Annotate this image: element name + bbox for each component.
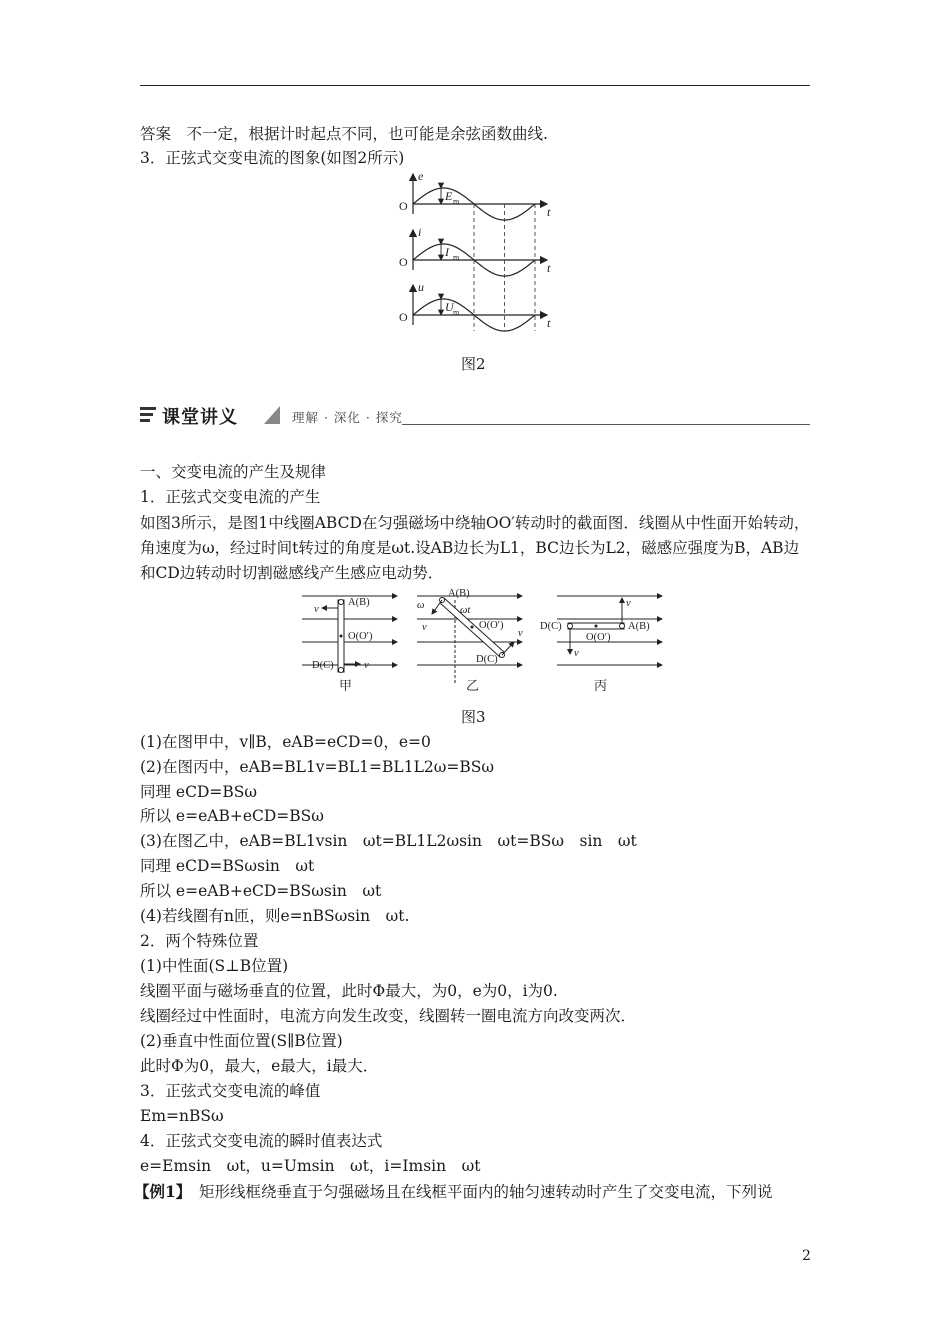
intro-paragraph: 如图3所示，是图1中线圈ABCD在匀强磁场中绕轴OO′转动时的截面图．线圈从中性面开始转动，角速度为ω，经过时间t转过的角度是ωt.设AB边长为L1，BC边长为L2，磁感应强度为B，AB边和CD边转动时切割磁感线产生感应电动势． [140,514,810,582]
figure-2-caption: 图2 [461,355,486,373]
fig3-yi-omega: ω [417,600,425,611]
formula-line-5: (3)在图乙中，eAB=BL1vsin ωt=BL1L2ωsin ωt=BSω sin ωt [140,832,637,850]
fig2-origin-label: O [399,255,408,269]
fig2-peak-sub: m [453,253,460,262]
fig3-yi-v-right: v [518,628,523,639]
section-banner [140,402,810,430]
example-tag: 【例1】 [134,1182,184,1201]
fig3-jia-v-top: v [314,604,319,615]
fig3-yi-dc-label: D(C) [476,654,498,665]
fig2-var-label: i [418,225,422,239]
fig3-yi-ab-label: A(B) [448,588,470,599]
figure-2-graphs [395,168,560,348]
position-1-line-1: 线圈平面与磁场垂直的位置，此时Φ最大，为0，e为0，i为0. [140,982,558,1000]
formula-line-4: 所以 e=eAB+eCD=BSω [140,807,324,825]
position-2-title: (2)垂直中性面位置(S∥B位置) [140,1032,343,1050]
fig3-yi-caption: 乙 [466,678,480,693]
position-1-line-2: 线圈经过中性面时，电流方向发生改变，线圈转一圈电流方向改变两次． [140,1007,637,1025]
fig3-bing-caption: 丙 [594,678,608,693]
fig3-yi-oo-label: O(O′) [479,620,504,631]
formula-line-1: (1)在图甲中，v∥B，eAB=eCD=0，e=0 [140,733,431,751]
peak-formula: Em=nBSω [140,1107,224,1125]
fig3-yi-v-left: v [422,622,427,633]
banner-title: 课堂讲义 [162,407,238,428]
instant-formula: e=Emsin ωt，u=Umsin ωt，i=Imsin ωt [140,1157,481,1175]
fig2-peak-label: I [445,245,449,259]
formula-line-2: (2)在图丙中，eAB=BL1v=BL1=BL1L2ω=BSω [140,758,494,776]
fig3-jia-caption: 甲 [339,678,353,693]
fig2-peak-label: U [445,300,454,314]
banner-triangle-icon [262,404,282,426]
subsection-1-title: 1．正弦式交变电流的产生 [140,488,321,506]
answer-line: 答案 不一定，根据计时起点不同，也可能是余弦函数曲线. [140,125,548,143]
banner-stripes-icon [140,404,162,426]
example-1-line [134,1182,773,1202]
fig2-origin-label: O [399,310,408,324]
example-text: 矩形线框绕垂直于匀强磁场且在线框平面内的轴匀速转动时产生了交变电流，下列说 [183,1183,773,1201]
fig2-peak-sub: m [453,308,460,317]
page-number: 2 [802,1248,811,1264]
subsection-2-title: 2．两个特殊位置 [140,932,259,950]
fig2-t-label: t [547,205,551,219]
fig2-peak-sub: m [453,197,460,206]
fig3-bing-v-top: v [626,598,631,609]
fig2-origin-label: O [399,199,408,213]
fig3-bing-dc-label: D(C) [540,621,562,632]
fig2-t-label: t [547,261,551,275]
fig3-bing-oo-label: O(O′) [586,632,611,643]
section-1-title: 一、交变电流的产生及规律 [140,463,327,481]
formula-line-7: 所以 e=eAB+eCD=BSωsin ωt [140,882,382,900]
fig3-bing-v-bottom: v [574,648,579,659]
formula-line-3: 同理 eCD=BSω [140,783,258,801]
banner-subtitle: 理解 · 深化 · 探究 [292,410,403,425]
position-2-line: 此时Φ为0，最大，e最大，i最大． [140,1057,379,1075]
fig3-yi-omega-t: ωt [460,605,471,616]
banner-rule [402,424,810,425]
fig3-bing-ab-label: A(B) [628,621,650,632]
fig2-peak-label: E [445,189,453,203]
subsection-3-title: 3．正弦式交变电流的峰值 [140,1082,321,1100]
fig2-var-label: u [418,280,424,294]
item3-title: 3．正弦式交变电流的图象(如图2所示) [140,149,405,167]
figure-3-diagrams [292,584,672,696]
fig3-jia-v-bottom: v [364,660,369,671]
figure-3-caption: 图3 [461,708,486,726]
formula-line-6: 同理 eCD=BSωsin ωt [140,857,315,875]
fig3-jia-dc-label: D(C) [312,660,334,671]
subsection-4-title: 4．正弦式交变电流的瞬时值表达式 [140,1132,383,1150]
formula-line-8: (4)若线圈有n匝，则e=nBSωsin ωt. [140,907,410,925]
fig3-jia-ab-label: A(B) [348,597,370,608]
fig2-var-label: e [418,169,424,183]
fig3-jia-oo-label: O(O′) [348,631,373,642]
fig2-t-label: t [547,316,551,330]
header-rule [140,85,810,86]
position-1-title: (1)中性面(S⊥B位置) [140,957,289,975]
